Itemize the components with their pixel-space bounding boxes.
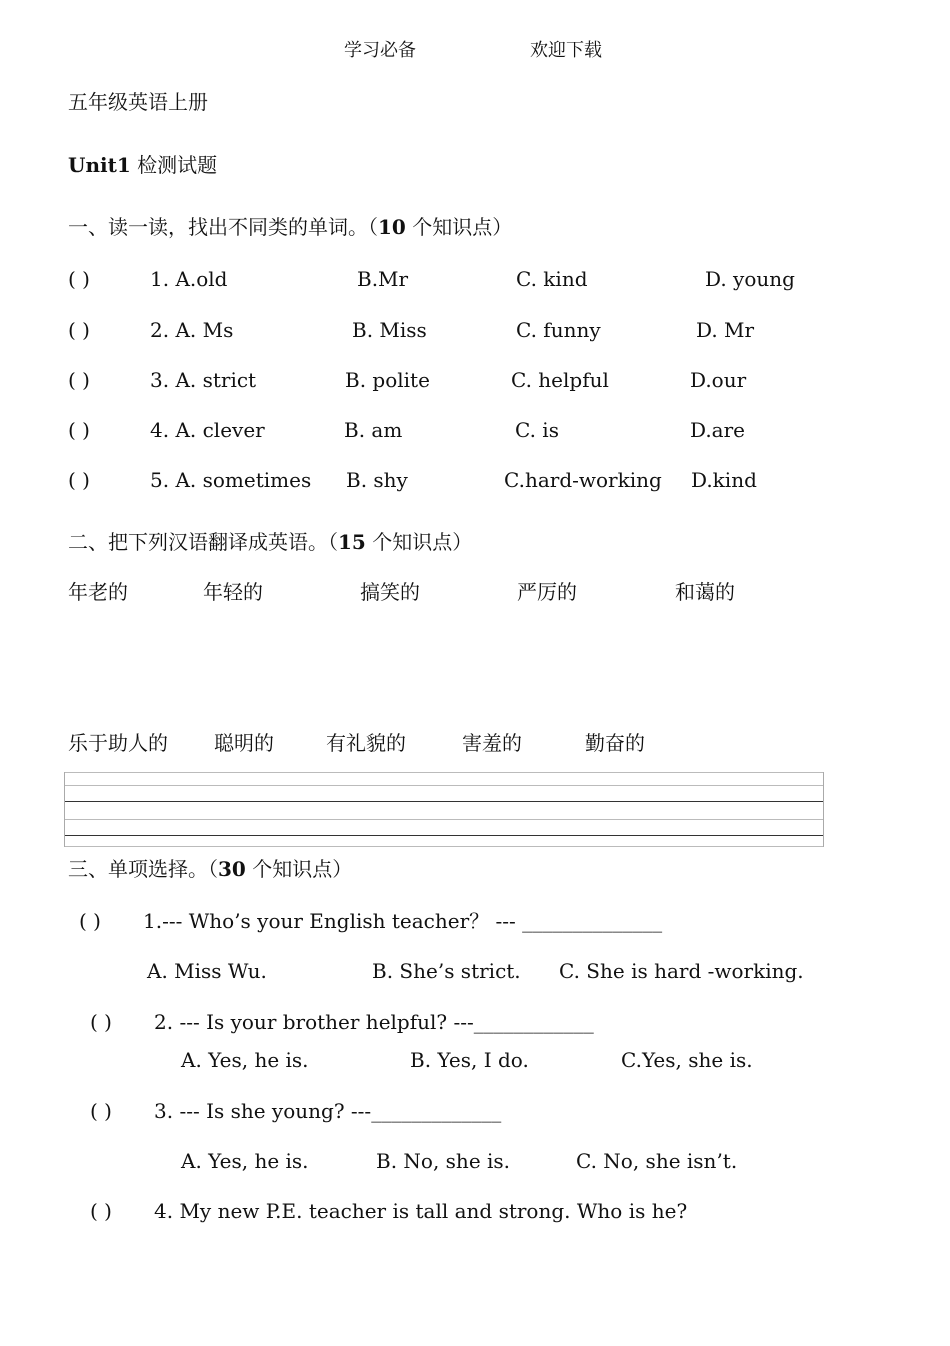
section2-title-num: 15 <box>338 530 366 554</box>
translate-word: 聪明的 <box>214 731 274 755</box>
option-a: 3. A. strict <box>150 368 257 392</box>
section2-title <box>68 532 472 552</box>
unit-title-bold: Unit1 <box>68 153 131 177</box>
translate-word: 搞笑的 <box>360 580 420 604</box>
translate-word: 乐于助人的 <box>68 731 168 755</box>
line <box>65 846 823 847</box>
option-c: C.Yes, she is. <box>621 1048 753 1072</box>
unit-title-rest: 检测试题 <box>130 153 218 177</box>
section3-title <box>68 859 352 879</box>
translate-word: 年轻的 <box>203 580 263 604</box>
option-c: C. is <box>515 418 559 442</box>
option-a: 1. A.old <box>150 267 228 291</box>
option-a: 4. A. clever <box>150 418 265 442</box>
translate-word: 有礼貌的 <box>326 731 406 755</box>
answer-paren[interactable]: ( ) <box>79 909 101 933</box>
line <box>65 785 823 786</box>
answer-paren[interactable]: ( ) <box>68 318 90 342</box>
option-b: B. am <box>344 418 403 442</box>
translate-word: 勤奋的 <box>585 731 645 755</box>
option-b: B. shy <box>346 468 408 492</box>
option-c: C.hard-working <box>504 468 662 492</box>
option-b: B. Miss <box>352 318 427 342</box>
answer-paren[interactable]: ( ) <box>68 468 90 492</box>
writing-lines[interactable] <box>64 772 824 847</box>
option-a: A. Yes, he is. <box>181 1149 309 1173</box>
question-text: 1.--- Who’s your English teacher？ --- ______________ <box>143 909 663 933</box>
answer-paren[interactable]: ( ) <box>90 1199 112 1223</box>
option-c: C. helpful <box>511 368 609 392</box>
answer-paren[interactable]: ( ) <box>68 418 90 442</box>
option-b: B. She’s strict. <box>372 959 521 983</box>
option-d: D.our <box>690 368 747 392</box>
question-text: 2. --- Is your brother helpful? ---____________ <box>154 1010 594 1034</box>
section3-title-a: 三、单项选择。（ <box>68 857 218 881</box>
answer-paren[interactable]: ( ) <box>68 368 90 392</box>
option-c: C. funny <box>516 318 601 342</box>
option-a: 5. A. sometimes <box>150 468 312 492</box>
option-a: A. Yes, he is. <box>181 1048 309 1072</box>
section2-title-b: 个知识点） <box>365 530 473 554</box>
option-c: C. She is hard -working. <box>559 959 804 983</box>
section1-title <box>68 217 512 237</box>
option-a: A. Miss Wu. <box>147 959 267 983</box>
line <box>65 772 823 773</box>
grade-title: 五年级英语上册 <box>68 90 208 114</box>
section3-title-b: 个知识点） <box>245 857 353 881</box>
option-b: B.Mr <box>357 267 409 291</box>
line <box>65 835 823 836</box>
line <box>65 819 823 820</box>
header-right: 欢迎下载 <box>530 40 602 61</box>
answer-paren[interactable]: ( ) <box>68 267 90 291</box>
section1-title-b: 个知识点） <box>405 215 513 239</box>
line <box>65 801 823 802</box>
option-d: D.are <box>690 418 745 442</box>
option-b: B. Yes, I do. <box>410 1048 529 1072</box>
section3-title-num: 30 <box>218 857 246 881</box>
option-c: C. No, she isn’t. <box>576 1149 738 1173</box>
option-b: B. No, she is. <box>376 1149 511 1173</box>
question-text: 4. My new P.E. teacher is tall and strong. Who is he? <box>154 1199 688 1223</box>
section2-title-a: 二、把下列汉语翻译成英语。（ <box>68 530 338 554</box>
section1-title-a: 一、读一读，找出不同类的单词。（ <box>68 215 378 239</box>
option-d: D. young <box>705 267 795 291</box>
translate-word: 严厉的 <box>517 580 577 604</box>
question-text: 3. --- Is she young? ---_____________ <box>154 1099 502 1123</box>
translate-word: 年老的 <box>68 580 128 604</box>
option-a: 2. A. Ms <box>150 318 234 342</box>
option-c: C. kind <box>516 267 588 291</box>
answer-paren[interactable]: ( ) <box>90 1099 112 1123</box>
section1-title-num: 10 <box>378 215 406 239</box>
translate-word: 和蔼的 <box>675 580 735 604</box>
unit-title <box>68 155 217 175</box>
option-b: B. polite <box>345 368 430 392</box>
header-left: 学习必备 <box>344 40 416 61</box>
option-d: D. Mr <box>696 318 755 342</box>
option-d: D.kind <box>691 468 757 492</box>
answer-paren[interactable]: ( ) <box>90 1010 112 1034</box>
translate-word: 害羞的 <box>462 731 522 755</box>
